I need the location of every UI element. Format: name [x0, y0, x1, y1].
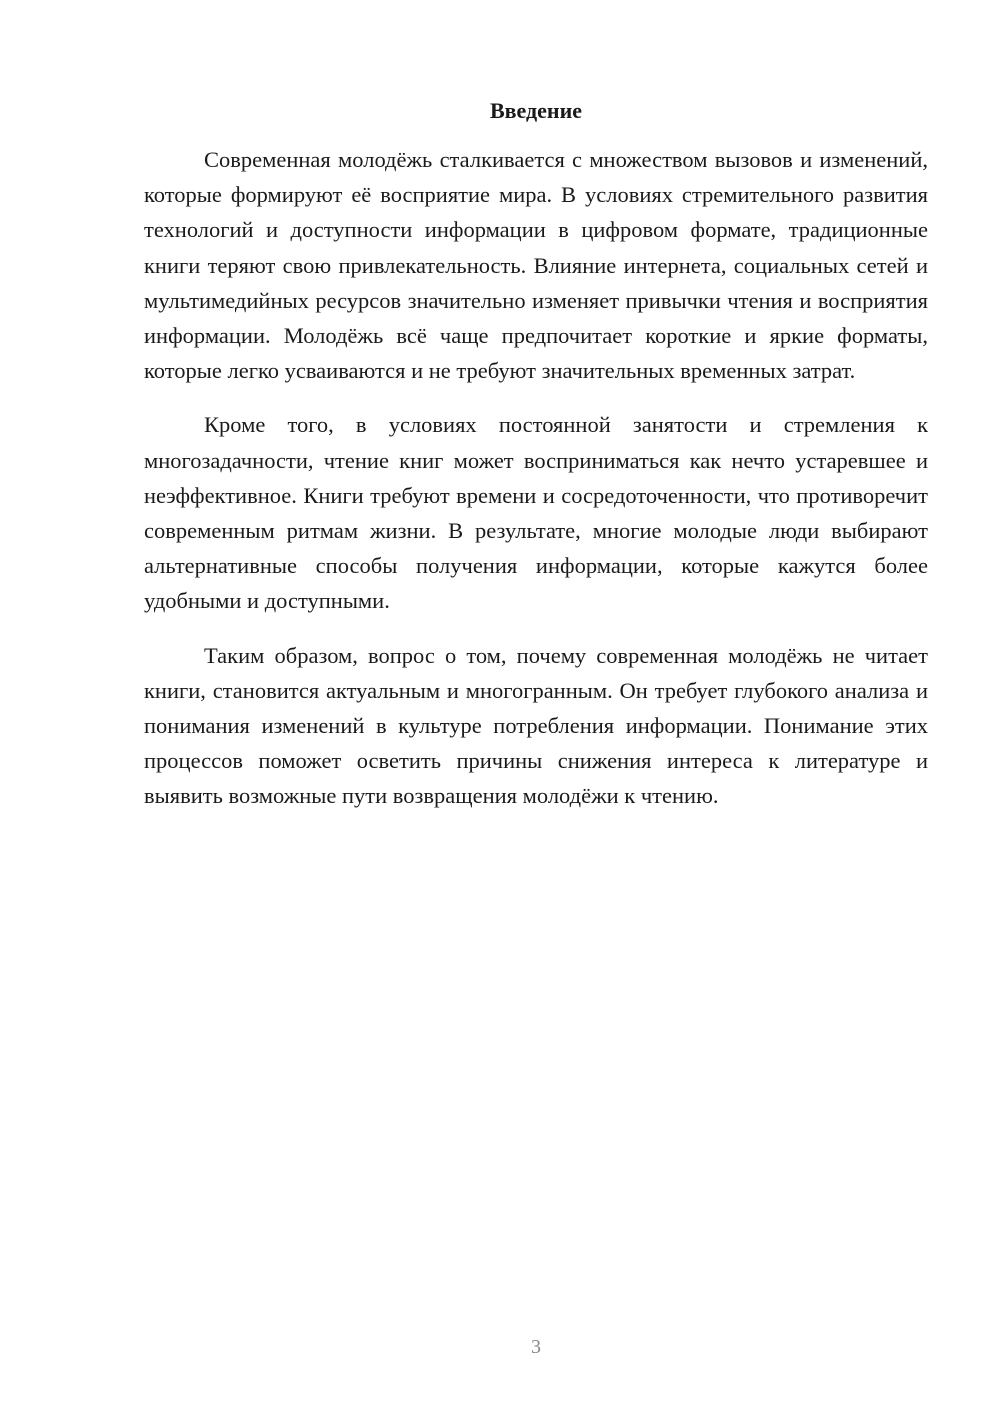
body-text [144, 142, 928, 814]
paragraph-1: Современная молодёжь сталкивается с множеством вызовов и изменений, которые формируют её восприятие мира. В условиях стремительного развития технологий и доступности информации в цифровом формате, традиционные книги теряют свою привлекательность. Влияние интернета, социальных сетей и мультимедийных ресурсов значительно изменяет привычки чтения и восприятия информации. Молодёжь всё чаще предпочитает короткие и яркие форматы, которые легко усваиваются и не требуют значительных временных затрат. [144, 147, 928, 384]
section-title: Введение [489, 98, 583, 123]
page-number: 3 [531, 1336, 541, 1358]
paragraph-2: Кроме того, в условиях постоянной занятости и стремления к многозадачности, чтение книг может восприниматься как нечто устаревшее и неэффективное. Книги требуют времени и сосредоточенности, что противоречит современным ритмам жизни. В результате, многие молодые люди выбирают альтернативные способы получения информации, которые кажутся более удобными и доступными. [144, 412, 928, 614]
paragraph-3: Таким образом, вопрос о том, почему современная молодёжь не читает книги, становится актуальным и многогранным. Он требует глубокого анализа и понимания изменений в культуре потребления информации. Понимание этих процессов поможет осветить причины снижения интереса к литературе и выявить возможные пути возвращения молодёжи к чтению. [144, 642, 928, 809]
